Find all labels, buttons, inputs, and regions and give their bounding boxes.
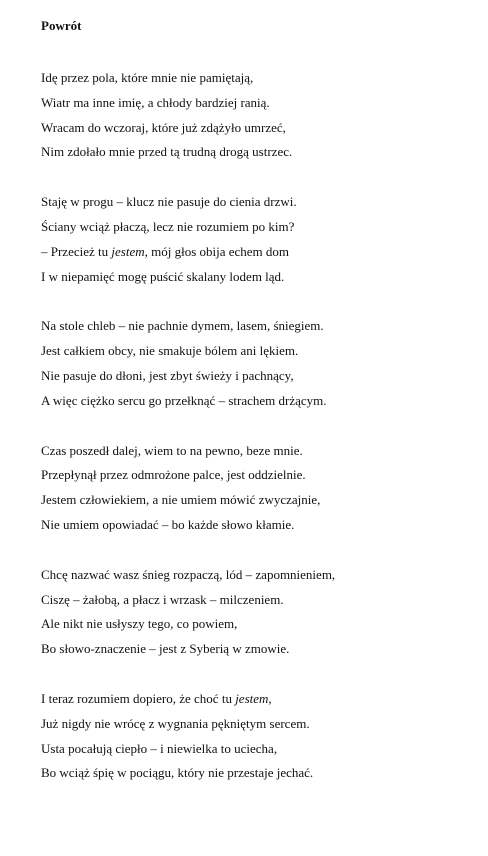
poem-line bbox=[41, 513, 481, 538]
poem-line bbox=[41, 265, 481, 290]
poem-line bbox=[41, 439, 481, 464]
line-text: Chcę nazwać wasz śnieg rozpaczą, lód – zapomnieniem, bbox=[41, 566, 336, 582]
line-text: mój głos obija echem dom bbox=[147, 243, 290, 259]
poem-line bbox=[41, 339, 481, 364]
poem-document bbox=[41, 17, 481, 811]
line-text: Jestem człowiekiem, a nie umiem mówić zwyczajnie, bbox=[41, 492, 321, 508]
stanza-5 bbox=[41, 563, 481, 662]
line-text: Wiatr ma inne imię, a chłody bardziej ranią. bbox=[41, 94, 270, 110]
line-text: I w niepamięć mogę puścić skalany lodem ląd. bbox=[41, 268, 285, 284]
line-text: Przepłynął przez odmrożone palce, jest oddzielnie. bbox=[41, 467, 306, 483]
poem-line bbox=[41, 588, 481, 613]
italic-text: jestem, bbox=[235, 690, 272, 706]
poem-line bbox=[41, 563, 481, 588]
poem-line bbox=[41, 712, 481, 737]
line-text: Nie umiem opowiadać – bo każde słowo kłamie. bbox=[41, 516, 295, 532]
poem-line bbox=[41, 637, 481, 662]
line-text: Bo słowo-znaczenie – jest z Syberią w zmowie. bbox=[41, 641, 290, 657]
poem-line bbox=[41, 761, 481, 786]
poem-line bbox=[41, 140, 481, 165]
stanza-2 bbox=[41, 190, 481, 289]
poem-line bbox=[41, 737, 481, 762]
poem-line bbox=[41, 364, 481, 389]
line-text: A więc ciężko sercu go przełknąć – strachem drżącym. bbox=[41, 392, 327, 408]
poem-line bbox=[41, 612, 481, 637]
line-text: Jest całkiem obcy, nie smakuje bólem ani lękiem. bbox=[41, 343, 299, 359]
poem-line bbox=[41, 314, 481, 339]
line-text: Czas poszedł dalej, wiem to na pewno, beze mnie. bbox=[41, 442, 303, 458]
line-text: Usta pocałują ciepło – i niewielka to uciecha, bbox=[41, 740, 278, 756]
poem-line bbox=[41, 91, 481, 116]
poem-line bbox=[41, 215, 481, 240]
line-text: Na stole chleb – nie pachnie dymem, lasem, śniegiem. bbox=[41, 318, 324, 334]
stanza-4 bbox=[41, 439, 481, 538]
line-text: Bo wciąż śpię w pociągu, który nie przestaje jechać. bbox=[41, 765, 314, 781]
line-text: Ciszę – żałobą, a płacz i wrzask – milczeniem. bbox=[41, 591, 284, 607]
line-text: Nie pasuje do dłoni, jest zbyt świeży i pachnący, bbox=[41, 367, 294, 383]
poem-line bbox=[41, 488, 481, 513]
italic-text: jestem, bbox=[111, 243, 148, 259]
line-text: Idę przez pola, które mnie nie pamiętają, bbox=[41, 70, 254, 85]
poem-line bbox=[41, 687, 481, 712]
line-text: Ale nikt nie usłyszy tego, co powiem, bbox=[41, 616, 238, 632]
line-text: Staję w progu – klucz nie pasuje do cienia drzwi. bbox=[41, 194, 297, 210]
poem-line bbox=[41, 190, 481, 215]
poem-line bbox=[41, 389, 481, 414]
stanza-1 bbox=[41, 66, 481, 165]
poem-body bbox=[41, 66, 481, 786]
poem-line bbox=[41, 463, 481, 488]
line-text: Już nigdy nie wrócę z wygnania pękniętym sercem. bbox=[41, 715, 310, 731]
line-text: I teraz rozumiem dopiero, że choć tu bbox=[41, 690, 236, 706]
stanza-6 bbox=[41, 687, 481, 786]
poem-line bbox=[41, 116, 481, 141]
poem-title: Powrót bbox=[41, 18, 82, 33]
stanza-3 bbox=[41, 314, 481, 413]
line-text: Ściany wciąż płaczą, lecz nie rozumiem po kim? bbox=[41, 218, 295, 234]
line-text: Nim zdołało mnie przed tą trudną drogą ustrzec. bbox=[41, 144, 293, 160]
line-text: – Przecież tu bbox=[41, 243, 112, 259]
line-text: Wracam do wczoraj, które już zdążyło umrzeć, bbox=[41, 119, 286, 135]
poem-line bbox=[41, 240, 481, 265]
poem-line bbox=[41, 66, 481, 91]
